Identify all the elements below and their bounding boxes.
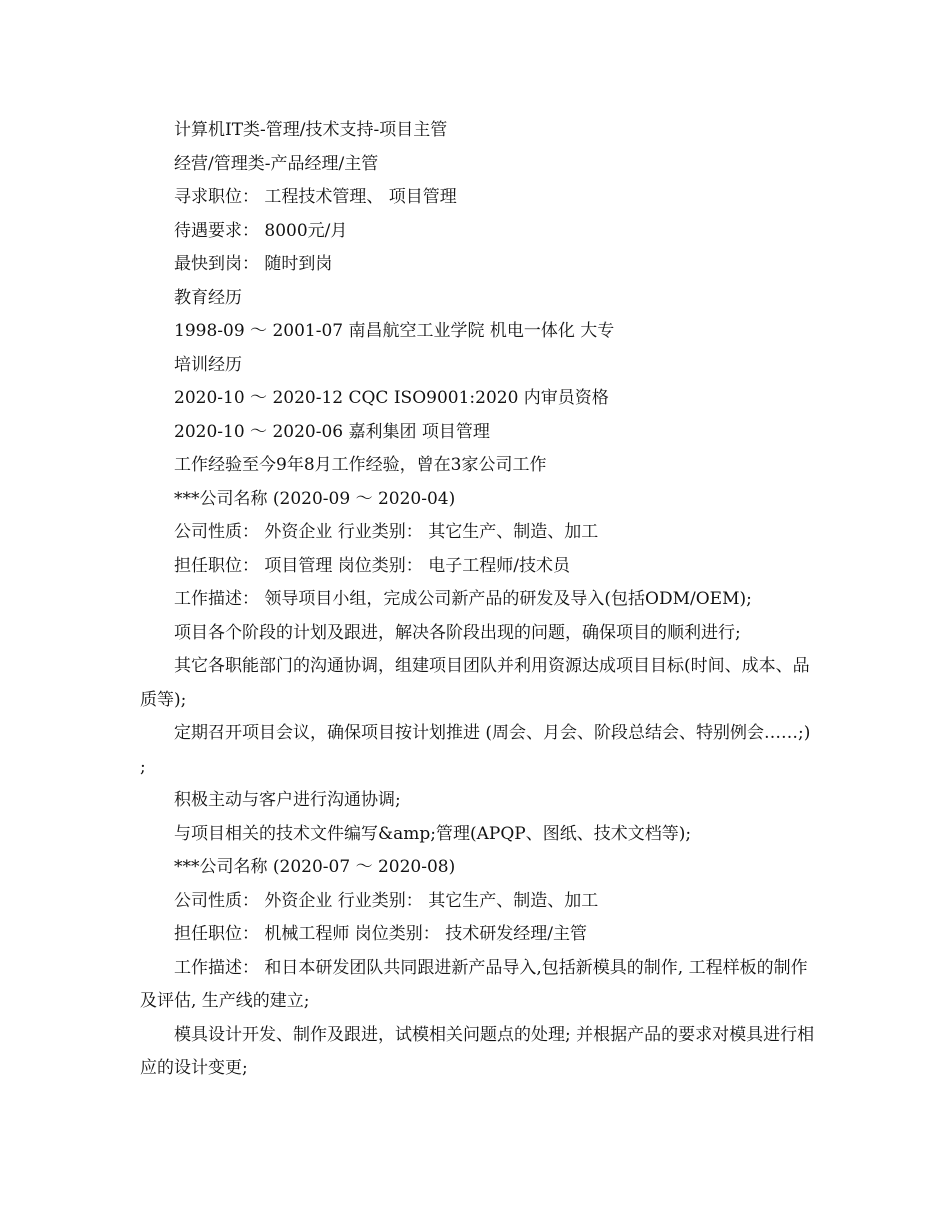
line-company-2-position: 担任职位： 机械工程师 岗位类别： 技术研发经理/主管 [174, 924, 587, 944]
section-heading-training: 培训经历 [174, 354, 242, 375]
line-company-1-duty-4: 积极主动与客户进行沟通协调; [174, 790, 401, 810]
line-desired-position: 寻求职位： 工程技术管理、 项目管理 [174, 187, 457, 207]
section-heading-education: 教育经历 [174, 287, 242, 308]
line-job-category-management: 经营/管理类-产品经理/主管 [174, 153, 379, 174]
resume-body [140, 114, 820, 1086]
line-company-1-duty-5: 与项目相关的技术文件编写&amp;管理(APQP、图纸、技术文档等); [174, 823, 692, 844]
line-education-entry: 1998-09 ～ 2001-07 南昌航空工业学院 机电一体化 大专 [174, 321, 615, 341]
line-company-1-duty-3: 定期召开项目会议，确保项目按计划推进 (周会、月会、阶段总结会、特别例会……;) ; [140, 723, 816, 777]
line-availability: 最快到岗： 随时到岗 [174, 254, 333, 274]
line-company-1-duty-2: 其它各职能部门的沟通协调，组建项目团队并利用资源达成项目目标(时间、成本、品质等); [140, 656, 810, 710]
line-work-experience-summary: 工作经验至今9年8月工作经验，曾在3家公司工作 [174, 455, 547, 475]
line-salary-requirement: 待遇要求： 8000元/月 [174, 220, 348, 241]
line-company-1-description: 工作描述： 领导项目小组，完成公司新产品的研发及导入(包括ODM/OEM); [174, 589, 752, 609]
line-company-2-title: ***公司名称 (2020-07 ～ 2020-08) [174, 857, 456, 877]
line-company-2-duty-1: 模具设计开发、制作及跟进，试模相关问题点的处理; 并根据产品的要求对模具进行相应的设计变更; [140, 1024, 815, 1078]
line-job-category-it: 计算机IT类-管理/技术支持-项目主管 [174, 120, 448, 140]
line-company-1-title: ***公司名称 (2020-09 ～ 2020-04) [174, 488, 456, 509]
line-company-1-nature: 公司性质： 外资企业 行业类别： 其它生产、制造、加工 [174, 522, 599, 542]
line-company-2-nature: 公司性质： 外资企业 行业类别： 其它生产、制造、加工 [174, 890, 599, 911]
line-company-1-duty-1: 项目各个阶段的计划及跟进，解决各阶段出现的问题，确保项目的顺利进行; [174, 622, 741, 643]
line-company-1-position: 担任职位： 项目管理 岗位类别： 电子工程师/技术员 [174, 555, 570, 576]
line-training-entry-1: 2020-10 ～ 2020-12 CQC ISO9001:2020 内审员资格 [174, 388, 609, 408]
line-company-2-description: 工作描述： 和日本研发团队共同跟进新产品导入,包括新模具的制作, 工程样板的制作及评估, 生产线的建立; [140, 957, 808, 1011]
line-training-entry-2: 2020-10 ～ 2020-06 嘉利集团 项目管理 [174, 421, 490, 442]
